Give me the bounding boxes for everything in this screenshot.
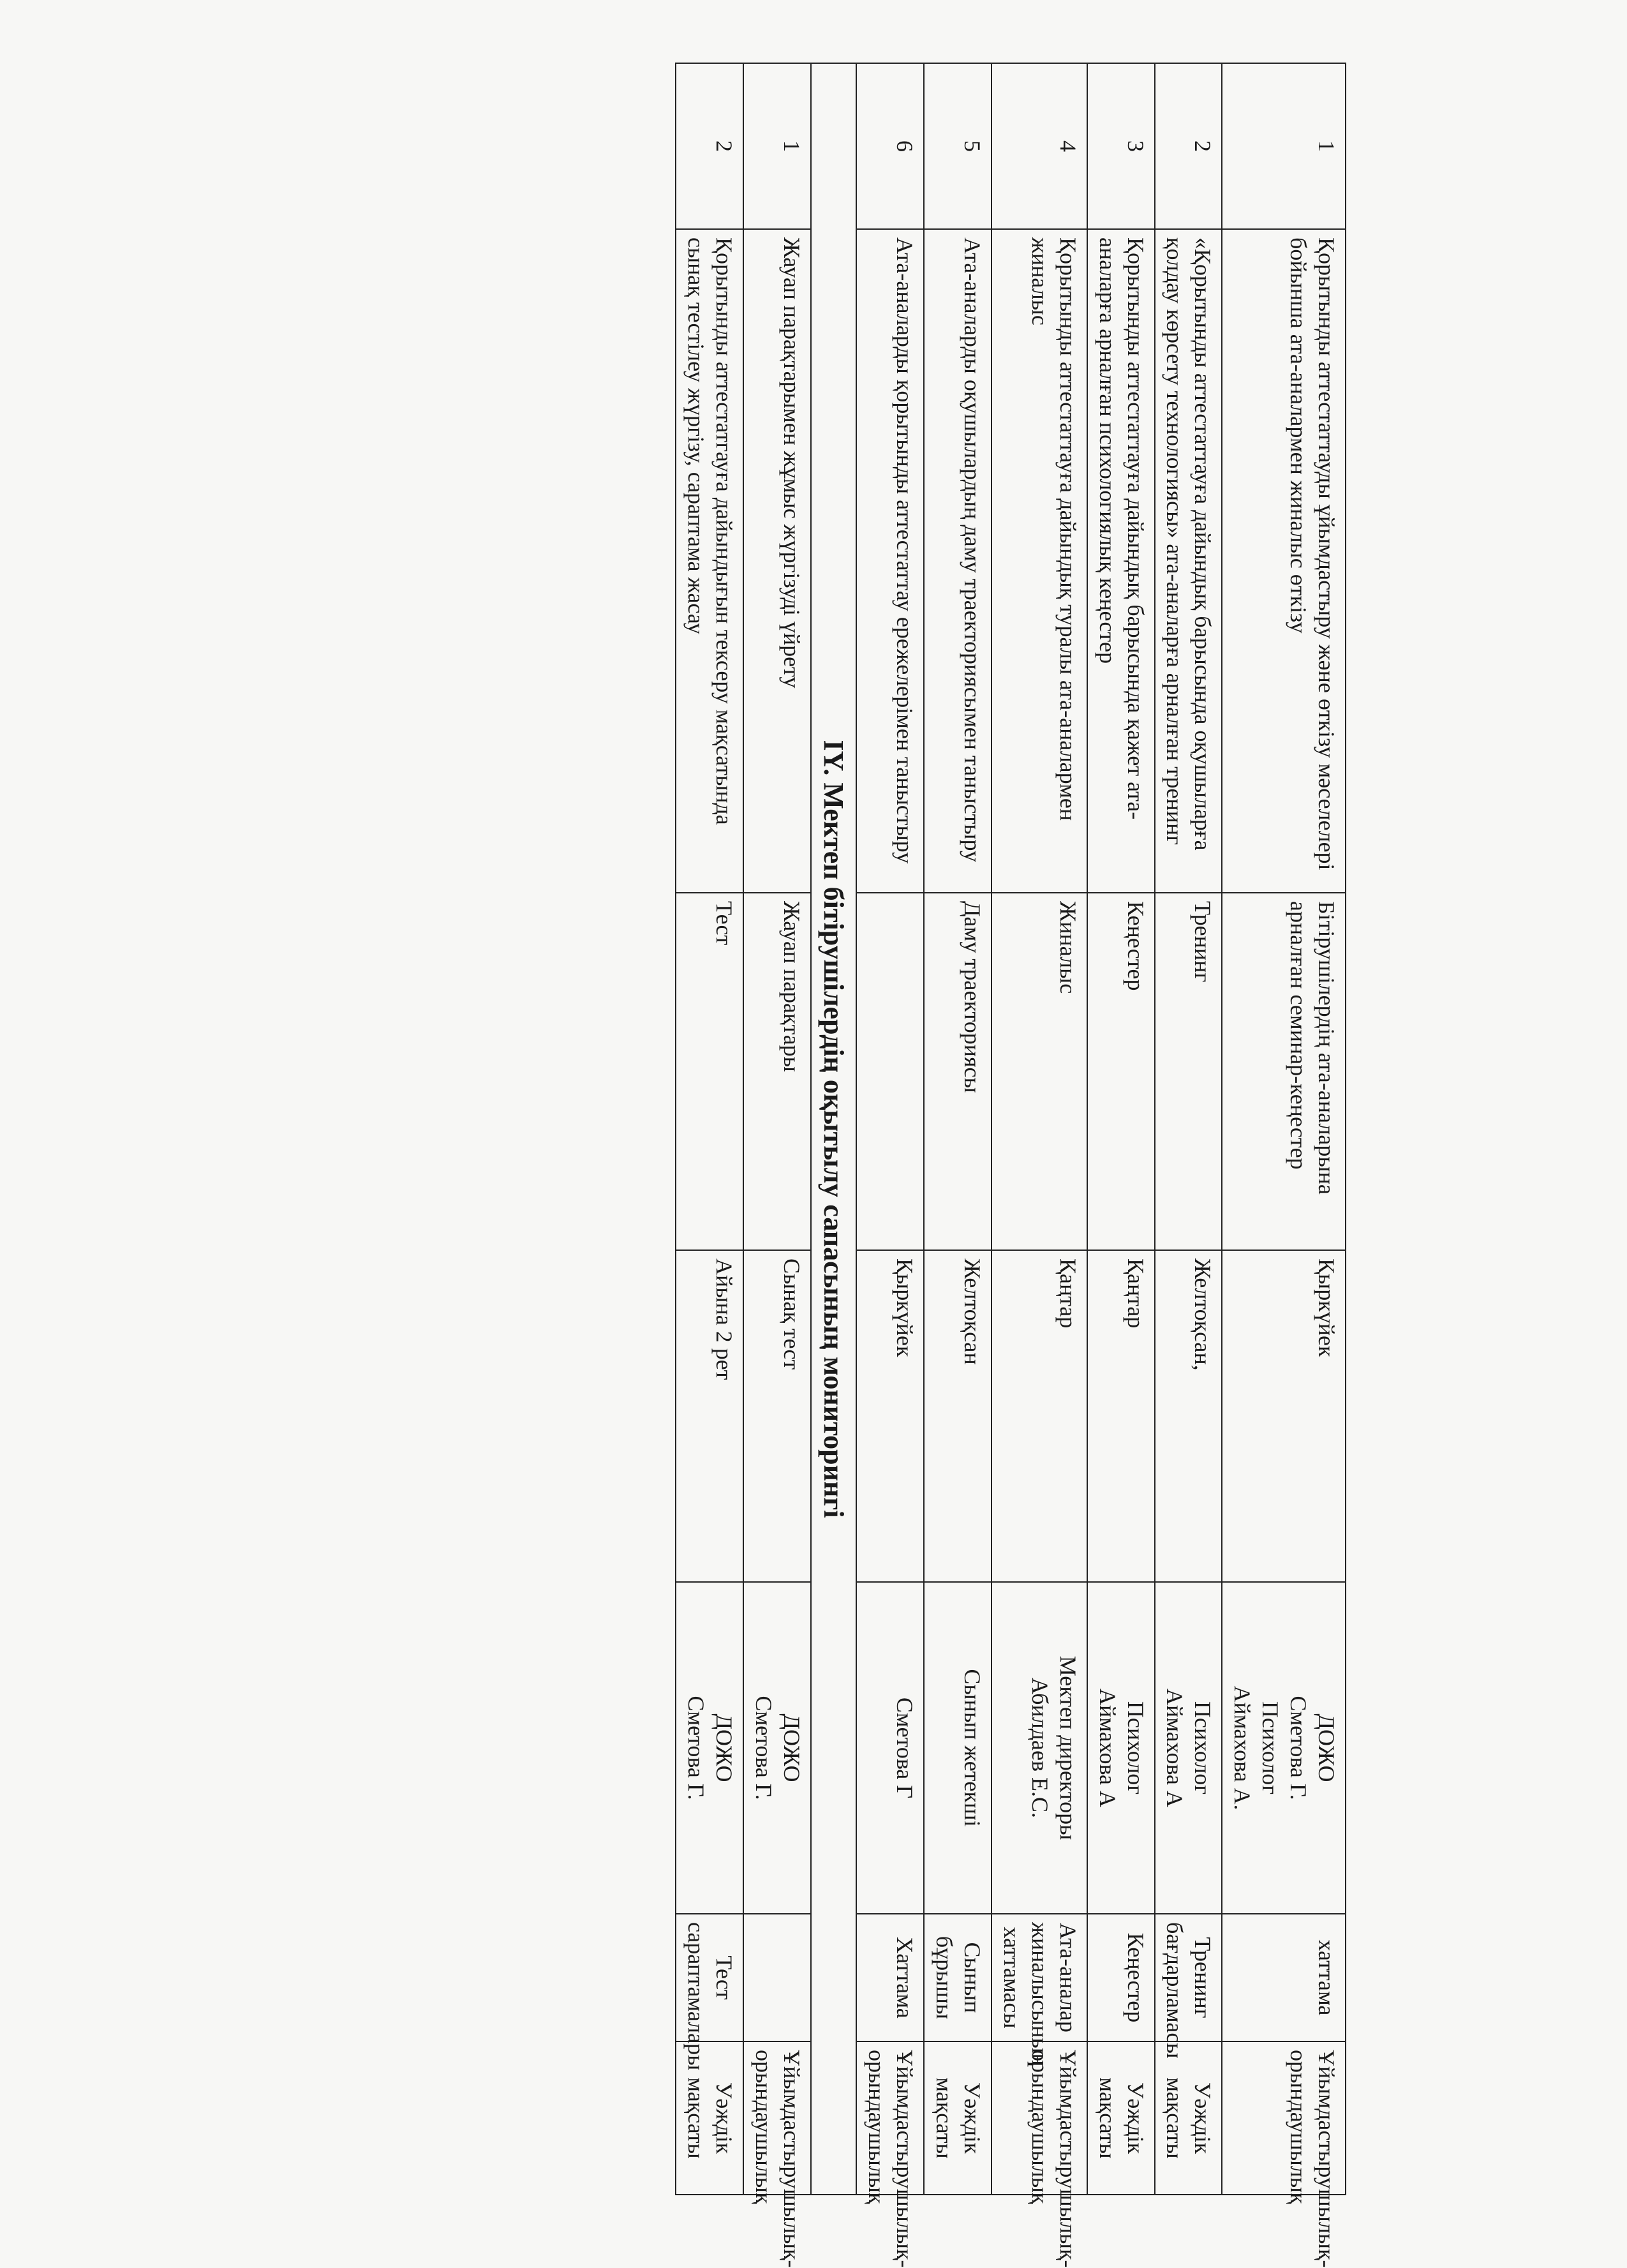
row-purpose: Уәждік мақсаты [1155,2041,1222,2195]
row-form: Жиналыс [992,893,1087,1250]
row-responsible: ДОЖО Сметова Г. [676,1582,743,1914]
row-date: Қаңтар [1087,1250,1155,1582]
table-row [924,63,992,2195]
row-date: Желтоқсан [924,1250,992,1582]
row-activity: Қорытынды аттестаттауға дайындық барысында қажет ата-аналарға арналған психологиялық кеңестер [1087,229,1155,893]
row-purpose: Ұйымдастырушылық-орындаушылық [992,2041,1087,2195]
row-purpose: Ұйымдастырушылық-орындаушылық [743,2041,811,2195]
row-activity: Қорытынды аттестаттауға дайындық туралы ата-аналармен жиналыс [992,229,1087,893]
row-number: 1 [743,63,811,229]
row-form: Тест [676,893,743,1250]
row-form: Даму траекториясы [924,893,992,1250]
activity-table [675,63,1346,2268]
row-responsible: ДОЖО Сметова Г. Психолог Аймахова А. [1222,1582,1346,1914]
row-activity: Жауап парақтарымен жұмыс жүргізуді үйрету [743,229,811,893]
table-body-before [856,63,1346,2268]
row-responsible: Сынып жетекші [924,1582,992,1914]
rotated-page [115,63,1346,2268]
row-activity: Қорытынды аттестаттауды ұйымдастыру және өткізу мәселелері бойынша ата-аналармен жиналыс өткізу [1222,229,1346,893]
row-number: 2 [676,63,743,229]
section-title: IY. Мектеп бітірушілердің оқытылу сапасының мониторингі [811,63,857,2195]
row-number: 4 [992,63,1087,229]
row-responsible: Психолог Аймахова А [1087,1582,1155,1914]
row-responsible: Мектеп директоры Абилдаев Е.С. [992,1582,1087,1914]
row-output: Тренинг бағдарламасы [1155,1914,1222,2041]
row-form [856,893,924,1250]
table-row [1087,63,1155,2195]
row-output: хаттама [1222,1914,1346,2041]
row-form: Кеңестер [1087,893,1155,1250]
table-row [1222,63,1346,2195]
table-row [1155,63,1222,2195]
row-output: Ата-аналар жиналысының хаттамасы [992,1914,1087,2041]
row-purpose: Ұйымдастырушылық-орындаушылық [856,2041,924,2195]
row-date: Айына 2 рет [676,1250,743,1582]
table-row [676,63,743,2195]
row-number: 1 [1222,63,1346,229]
row-form: Жауап парақтары [743,893,811,1250]
table-body-after [676,63,811,2268]
row-activity: «Қорытынды аттестаттауға дайындық барысында оқушыларға қолдау көрсету технологиясы» ата-аналарға арналған тренинг [1155,229,1222,893]
section-row-group [811,63,857,2195]
row-number: 3 [1087,63,1155,229]
row-date: Сынақ тест [743,1250,811,1582]
table-row [856,63,924,2195]
row-output: Кеңестер [1087,1914,1155,2041]
row-date: Желтоқсан, [1155,1250,1222,1582]
row-output [743,1914,811,2041]
row-form: Тренинг [1155,893,1222,1250]
row-purpose: Уәждік мақсаты [1087,2041,1155,2195]
row-number: 2 [1155,63,1222,229]
row-activity: Ата-аналарды оқушылардың даму траекториясымен таныстыру [924,229,992,893]
row-number: 6 [856,63,924,229]
row-activity: Ата-аналарды қорытынды аттестаттау ережелерімен таныстыру [856,229,924,893]
row-responsible: Сметова Г [856,1582,924,1914]
row-output: Хаттама [856,1914,924,2041]
table-row [743,63,811,2195]
row-date: Қыркүйек [1222,1250,1346,1582]
row-responsible: Психолог Аймахова А [1155,1582,1222,1914]
row-purpose: Ұйымдастырушылық-орындаушылық [1222,2041,1346,2195]
row-purpose: Уәждік мақсаты [924,2041,992,2195]
row-purpose: Уәждік мақсаты [676,2041,743,2195]
row-date: Қаңтар [992,1250,1087,1582]
row-output: Сынып бұрышы [924,1914,992,2041]
row-responsible: ДОЖО Сметова Г. [743,1582,811,1914]
row-form: Бітірушілердің ата-аналарына арналған семинар-кеңестер [1222,893,1346,1250]
row-number: 5 [924,63,992,229]
row-date: Қыркүйек [856,1250,924,1582]
table-row [992,63,1087,2195]
row-activity: Қорытынды аттестатгауға дайындығын тексеру мақсатында сынақ тестілеу жүргізу, сараптама жасау [676,229,743,893]
row-output: Тест сараптамалары [676,1914,743,2041]
